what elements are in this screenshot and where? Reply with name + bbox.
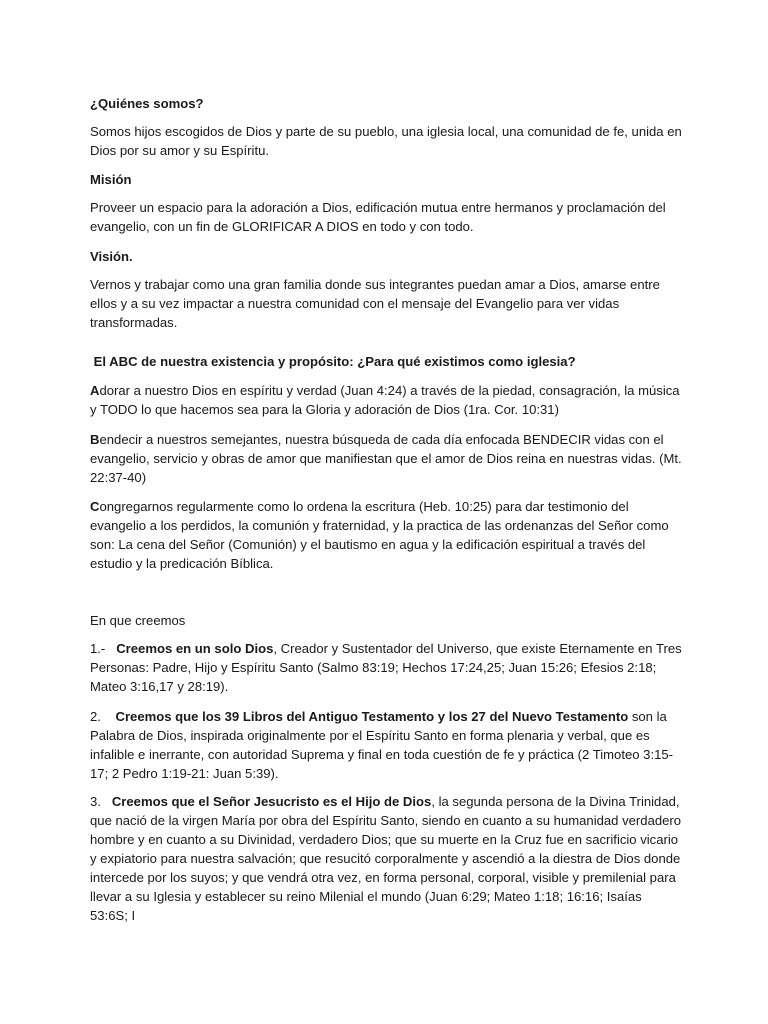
abc-item-b (90, 430, 682, 487)
item-bold-lead: Creemos que los 39 Libros del Antiguo Testamento y los 27 del Nuevo Testamento (115, 709, 629, 724)
abc-text: ongregarnos regularmente como lo ordena la escritura (Heb. 10:25) para dar testimonio del evangelio a los perdidos, la comunión y fraternidad, y la practica de las ordenanzas del Señor como son: La cena del Señor (Comunión) y el bautismo en agua y la edificación espiritual a través del estudio y la predicación Bíblica. (90, 499, 669, 571)
paragraph-vision: Vernos y trabajar como una gran familia donde sus integrantes puedan amar a Dios, amarse entre ellos y a su vez impactar a nuestra comunidad con el mensaje del Evangelio para ver vidas transformadas. (90, 277, 660, 330)
abc-text: dorar a nuestro Dios en espíritu y verdad (Juan 4:24) a través de la piedad, consagración, la música y TODO lo que hacemos sea para la Gloria y adoración de Dios (1ra. Cor. 10:31) (90, 383, 680, 417)
section-heading-mision: Misión (90, 172, 132, 187)
item-number: 3. (90, 794, 112, 809)
section-heading-vision: Visión. (90, 249, 133, 264)
abc-letter: A (90, 383, 100, 398)
creemos-item-3 (90, 792, 682, 925)
abc-letter: B (90, 432, 100, 447)
section-heading-quienes-somos: ¿Quiénes somos? (90, 96, 204, 111)
item-text: son la Palabra de Dios, inspirada originalmente por el Espíritu Santo en forma plenaria y verbal, que es infalible e inerrante, con autoridad Suprema y final en toda cuestión de fe y práctica (2 Timoteo 3:15-17; 2 Pedro 1:19-21: Juan 5:39). (90, 709, 674, 781)
creemos-item-2 (90, 707, 682, 783)
paragraph-mision: Proveer un espacio para la adoración a Dios, edificación mutua entre hermanos y proclamación del evangelio, con un fin de GLORIFICAR A DIOS en todo y con todo. (90, 200, 666, 234)
creemos-item-1 (90, 639, 682, 696)
item-text: , Creador y Sustentador del Universo, que existe Eternamente en Tres Personas: Padre, Hijo y Espíritu Santo (Salmo 83:19; Hechos 17:24,25; Juan 15:26; Efesios 2:18; Mateo 3:16,17 y 28:19). (90, 641, 682, 694)
section-heading-abc: El ABC de nuestra existencia y propósito: ¿Para qué existimos como iglesia? (90, 354, 576, 369)
item-bold-lead: Creemos que el Señor Jesucristo es el Hijo de Dios (111, 794, 432, 809)
item-number: 1.- (90, 641, 117, 656)
abc-letter: C (90, 499, 100, 514)
paragraph-quienes-somos: Somos hijos escogidos de Dios y parte de su pueblo, una iglesia local, una comunidad de fe, unida en Dios por su amor y su Espíritu. (90, 124, 682, 158)
abc-item-a (90, 381, 682, 419)
abc-text: endecir a nuestros semejantes, nuestra búsqueda de cada día enfocada BENDECIR vidas con el evangelio, servicio y obras de amor que manifiestan que el amor de Dios reina en nuestras vidas. (Mt. 22:37-40) (90, 432, 682, 485)
abc-item-c (90, 497, 682, 573)
section-heading-creemos: En que creemos (90, 613, 186, 628)
item-text: , la segunda persona de la Divina Trinidad, que nació de la virgen María por obra del Espíritu Santo, siendo en cuanto a su humanidad verdadero hombre y en cuanto a su Divinidad, verdadero Dios; que su muerte en la Cruz fue en sacrificio vicario y expiatorio para nuestra salvación; que resucitó corporalmente y ascendió a la diestra de Dios donde intercede por los suyos; y que vendrá otra vez, en forma personal, corporal, visible y premilenial para llevar a su Iglesia y establecer su reino Milenial el mundo (Juan 6:29; Mateo 1:18; 16:16; Isaías 53:6S; I (90, 794, 682, 923)
item-number: 2. (90, 709, 116, 724)
item-bold-lead: Creemos en un solo Dios (116, 641, 274, 656)
